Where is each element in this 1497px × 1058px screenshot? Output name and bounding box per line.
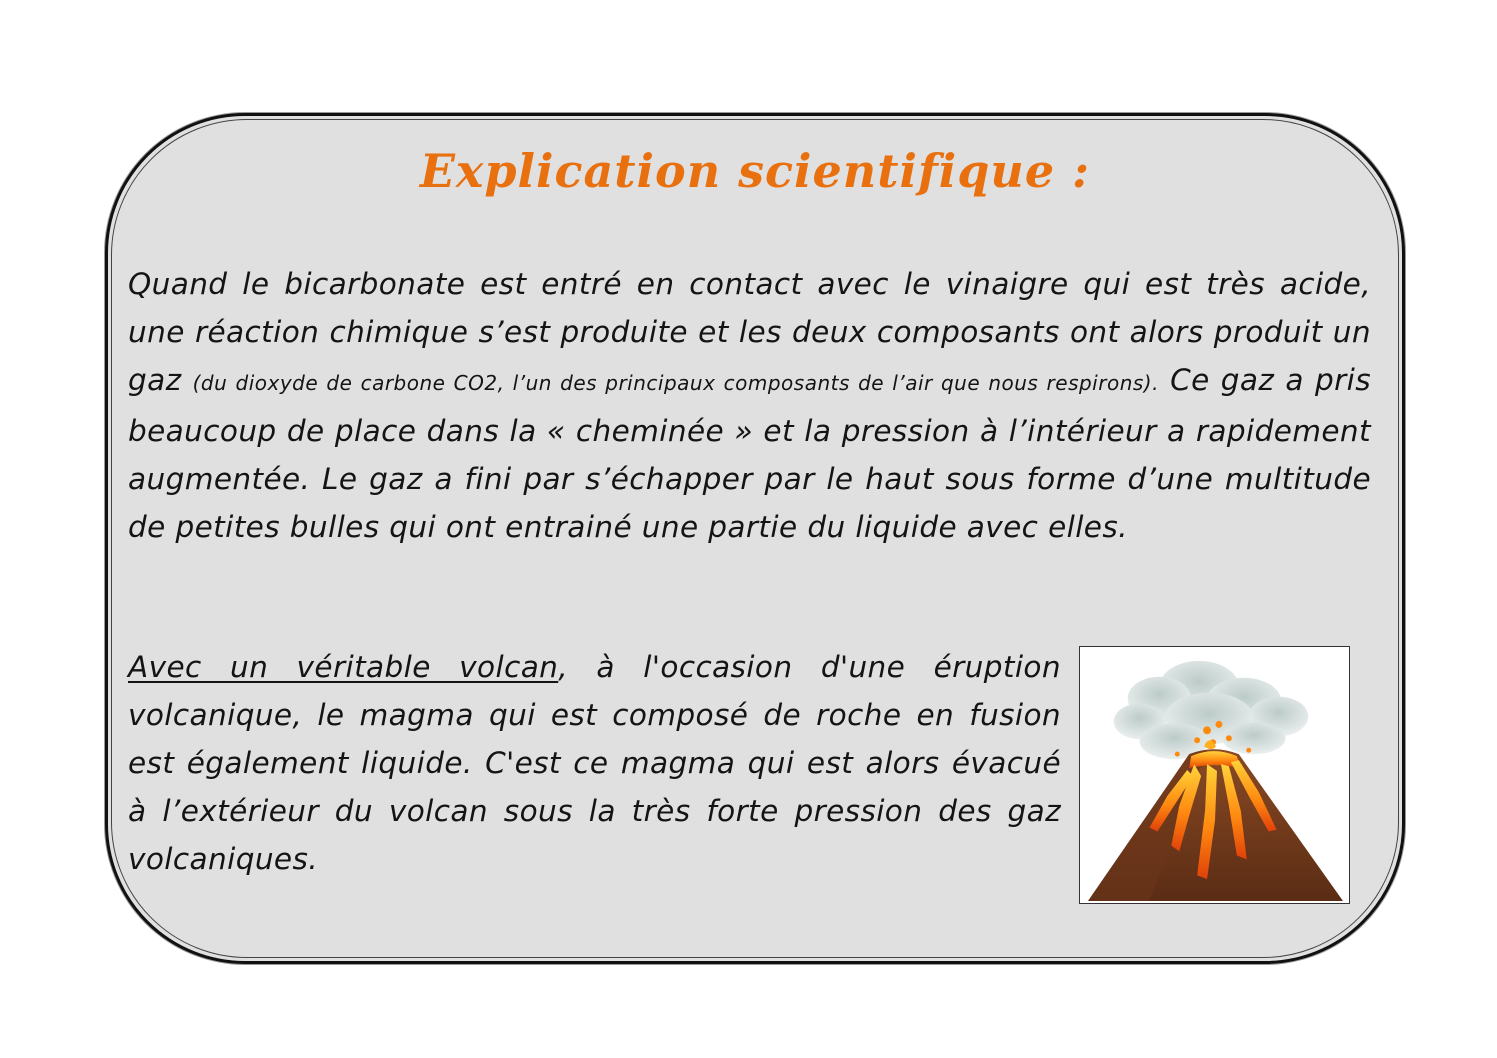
- paragraph-text-start: Quand le bicarbonate est entré en contact avec le vinaigre qui est très acide, une réaction chimique s’est produite et les deux composants ont alors produit un gaz: [128, 267, 1371, 397]
- explanation-paragraph: [128, 260, 1371, 551]
- volcano-image: [1079, 646, 1350, 904]
- paragraph-text-end: Ce gaz a pris beaucoup de place dans la « cheminée » et la pression à l’intérieur a rapidement augmentée. Le gaz a fini par s’échapper par le haut sous forme d’une multitude de petites bulles qui ont entrainé une partie du liquide avec elles.: [128, 363, 1371, 544]
- co2-note: (du dioxyde de carbone CO2, l’un des principaux composants de l’air que nous respirons).: [192, 371, 1159, 395]
- volcano-paragraph-text: , à l'occasion d'une éruption volcanique, le magma qui est composé de roche en fusion est également liquide. C'est ce magma qui est alors évacué à l’extérieur du volcan sous la très forte pression des gaz volcaniques.: [128, 650, 1061, 876]
- volcano-icon: [1080, 647, 1349, 903]
- volcano-heading-underlined: Avec un véritable volcan: [128, 650, 559, 684]
- volcano-paragraph: [128, 643, 1061, 883]
- explanation-card: [105, 113, 1405, 964]
- card-title: Explication scientifique :: [419, 144, 1091, 198]
